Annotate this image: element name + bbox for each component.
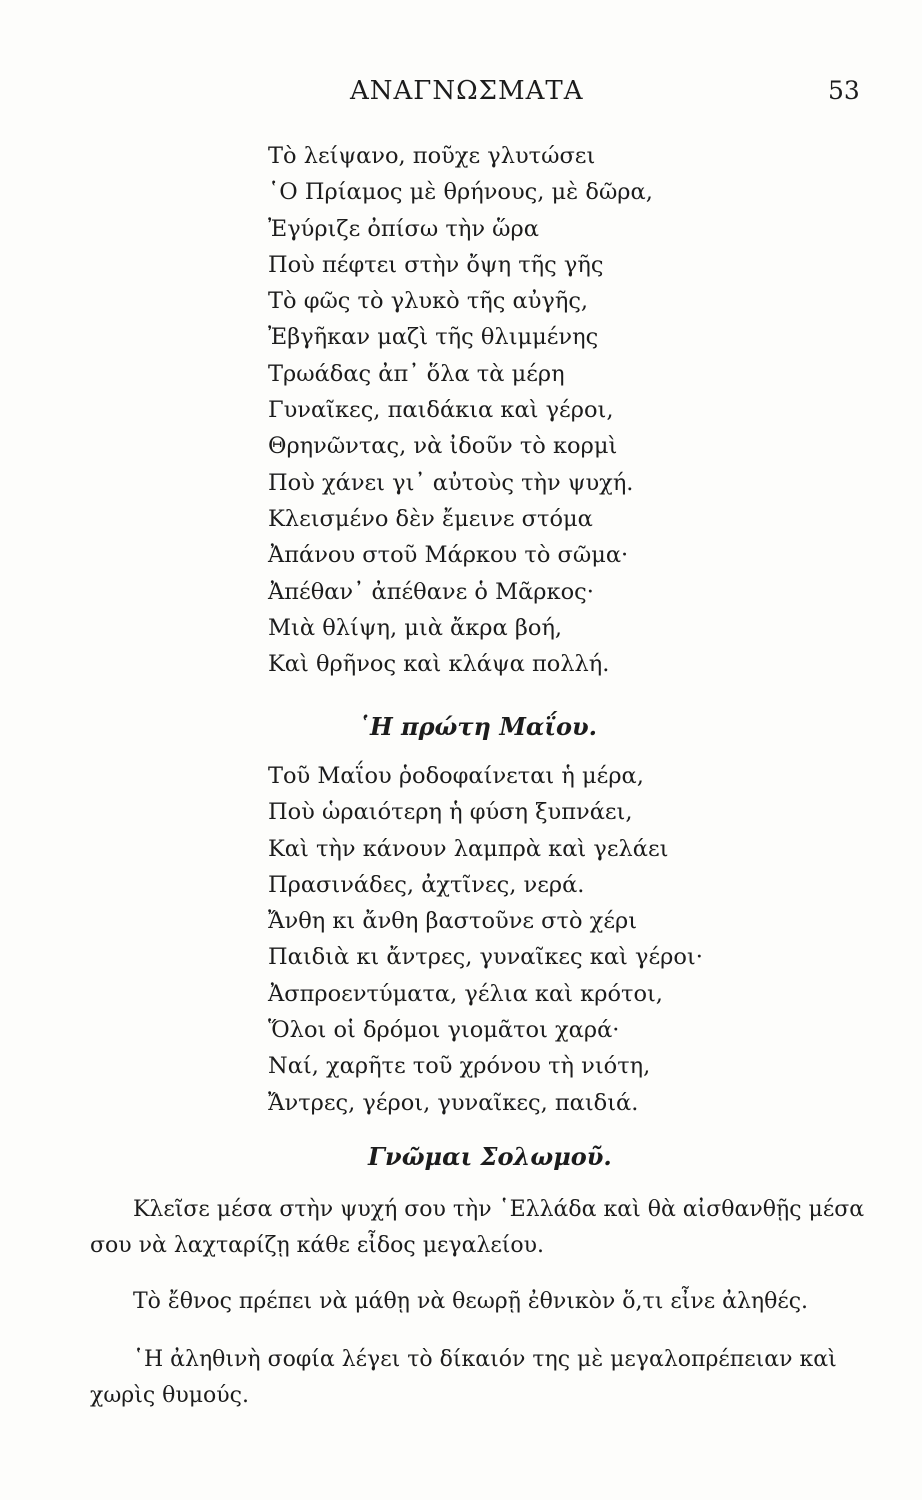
- verse-line: ῾Ο Πρίαμος μὲ θρήνους, μὲ δῶρα,: [268, 179, 653, 206]
- verse-line: Τρωάδας ἀπ᾽ ὅλα τὰ μέρη: [268, 360, 565, 387]
- verse-line: Καὶ θρῆνος καὶ κλάψα πολλή.: [268, 651, 610, 678]
- verse-line: Κλεισμένο δὲν ἔμεινε στόμα: [268, 505, 593, 532]
- verse-line: Ναί, χαρῆτε τοῦ χρόνου τὴ νιότη,: [268, 1053, 651, 1080]
- verse-line: Τὸ λείψανο, ποῦχε γλυτώσει: [268, 143, 596, 169]
- verse-line: Καὶ τὴν κάνουν λαμπρὰ καὶ γελάει: [268, 835, 669, 862]
- poem-stanza-lament: [268, 138, 653, 682]
- verse-line: Ποὺ πέφτει στὴν ὄψη τῆς γῆς: [268, 251, 604, 278]
- section-title-solomos-maxims: Γνῶμαι Σολωμοῦ.: [368, 1142, 612, 1171]
- section-title-may-day: ῾Η πρώτη Μαΐου.: [358, 712, 598, 741]
- running-title: ΑΝΑΓΝΩΣΜΑΤΑ: [350, 76, 584, 106]
- verse-line: Ἄντρες, γέροι, γυναῖκες, παιδιά.: [268, 1089, 639, 1116]
- verse-line: Ἀπέθαν᾽ ἀπέθανε ὁ Μᾶρκος·: [268, 578, 594, 605]
- maxim-paragraph: Τὸ ἔθνος πρέπει νὰ μάθῃ νὰ θεωρῇ ἐθνικὸν ὅ,τι εἶνε ἀληθές.: [133, 1289, 809, 1314]
- verse-line: Ἐγύριζε ὀπίσω τὴν ὥρα: [268, 215, 539, 242]
- verse-line: Γυναῖκες, παιδάκια καὶ γέροι,: [268, 397, 614, 424]
- verse-line: Ἄνθη κι ἄνθη βαστοῦνε στὸ χέρι: [268, 908, 638, 935]
- maxim-paragraph: Κλεῖσε μέσα στὴν ψυχή σου τὴν ῾Ελλάδα καὶ θὰ αἰσθανθῇς μέσα σου νὰ λαχταρίζῃ κάθε εἶδος μεγαλείου.: [90, 1197, 865, 1258]
- verse-line: Μιὰ θλίψη, μιὰ ἄκρα βοή,: [268, 614, 563, 641]
- page-header: [0, 72, 922, 112]
- poem-may-day: [268, 758, 703, 1121]
- verse-line: Τὸ φῶς τὸ γλυκὸ τῆς αὐγῆς,: [268, 288, 589, 315]
- verse-line: Παιδιὰ κι ἄντρες, γυναῖκες καὶ γέροι·: [268, 944, 703, 971]
- verse-line: Ὅλοι οἱ δρόμοι γιομᾶτοι χαρά·: [268, 1017, 620, 1044]
- verse-line: Ἐβγῆκαν μαζὶ τῆς θλιμμένης: [268, 324, 599, 351]
- verse-line: Ποὺ ὡραιότερη ἡ φύση ξυπνάει,: [268, 799, 633, 826]
- verse-line: Τοῦ Μαΐου ῥοδοφαίνεται ἡ μέρα,: [268, 763, 644, 789]
- verse-line: Θρηνῶντας, νὰ ἰδοῦν τὸ κορμὶ: [268, 433, 618, 460]
- verse-line: Ἀσπροεντύματα, γέλια καὶ κρότοι,: [268, 980, 663, 1007]
- page-number: 53: [828, 76, 860, 105]
- verse-line: Πρασινάδες, ἀχτῖνες, νερά.: [268, 871, 585, 898]
- verse-line: Ἀπάνου στοῦ Μάρκου τὸ σῶμα·: [268, 542, 629, 569]
- maxim-paragraph: ῾Η ἀληθινὴ σοφία λέγει τὸ δίκαιόν της μὲ μεγαλοπρέπειαν καὶ χωρὶς θυμούς.: [90, 1347, 837, 1408]
- verse-line: Ποὺ χάνει γι᾽ αὐτοὺς τὴν ψυχή.: [268, 469, 634, 496]
